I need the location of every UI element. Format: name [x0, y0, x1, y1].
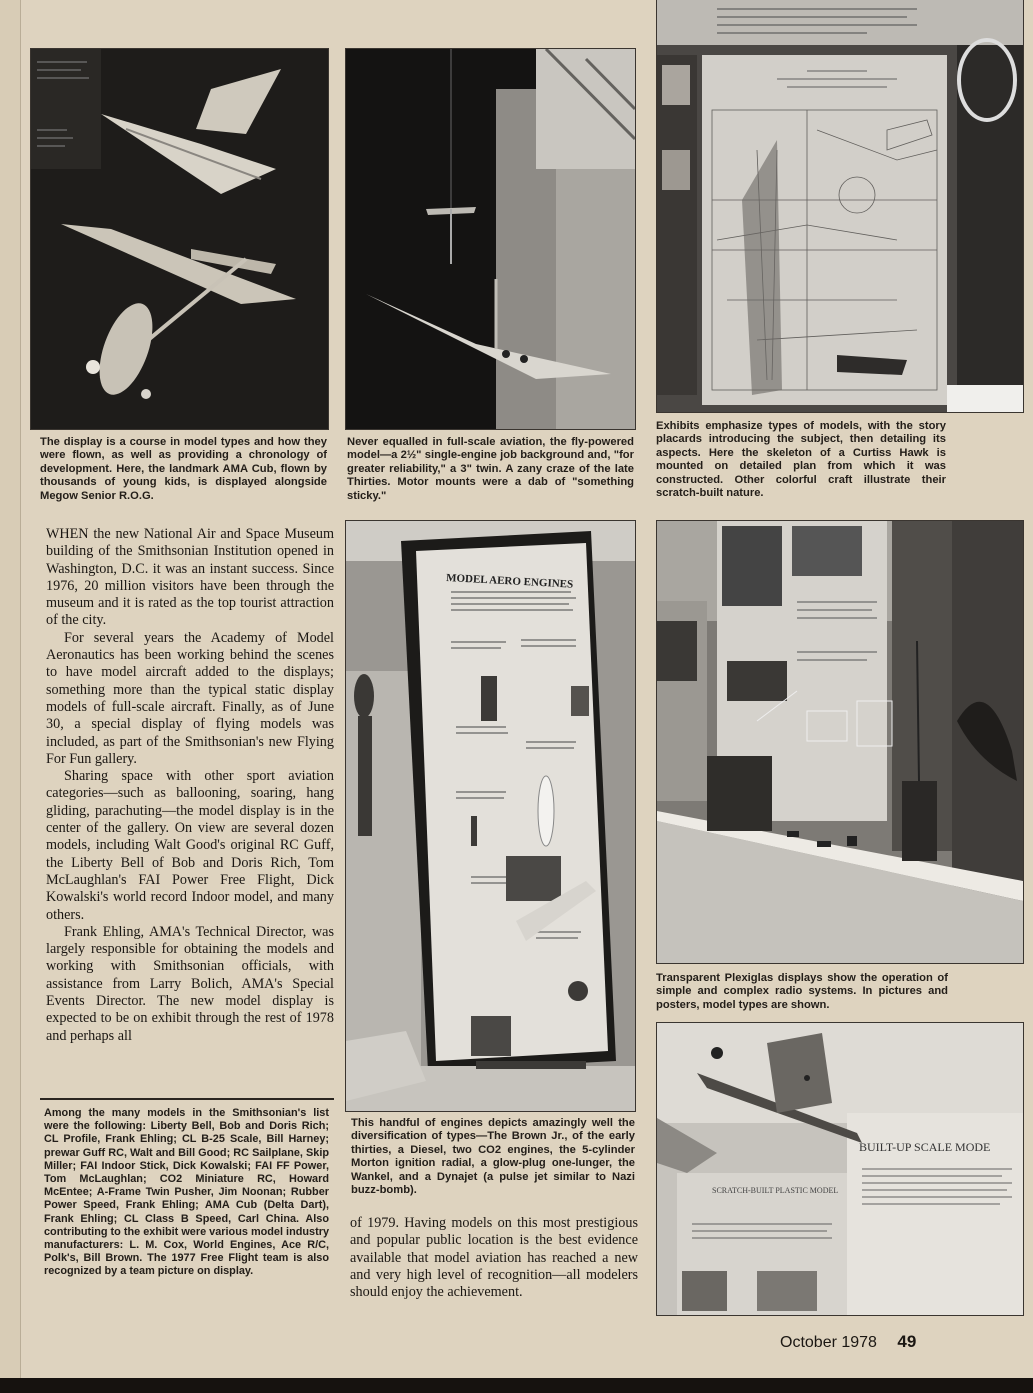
page-folio [780, 1332, 950, 1352]
article-paragraph: Frank Ehling, AMA's Technical Director, was largely responsible for obtaining the models and working with Smithsonian officials, with assistance from Larry Bolich, AMA's Special Events Director. The new model display is expected to be on exhibit through the rest of 1978 and perhaps all [46, 923, 334, 1044]
hanging-models-image [346, 49, 635, 429]
engines-display-image [346, 521, 635, 1111]
issue-date: October 1978 [780, 1334, 877, 1351]
built-up-scale-image [657, 1023, 1023, 1315]
photo-plexiglas-radio [656, 520, 1024, 964]
scale-panel-subtitle: SCRATCH-BUILT PLASTIC MODEL [712, 1186, 839, 1195]
caption-hanging-models: Never equalled in full-scale aviation, the fly-powered model—a 2½" single-engine job background and, "for greater reliability," a 3" twin. A zany craze of the late Thirties. Motor mounts were a dab of "something sticky." [347, 436, 634, 502]
plexiglas-radio-image [657, 521, 1023, 963]
curtiss-hawk-plan-image [657, 0, 1023, 412]
page-bottom-edge [0, 1378, 1033, 1393]
caption-models-list: Among the many models in the Smithsonian's list were the following: Liberty Bell, Bob and Doris Rich; CL Profile, Frank Ehling; CL B-25 Scale, Bill Harney; prewar Guff RC, Walt and Bill Good; RC Sailplane, Skip Miller; FAI Indoor Stick, Dick Kowalski; FAI FF Power, Tom McLaughlan; CO2 Miniature RC, Howard McEntee; A-Frame Twin Pusher, Jim Noonan; Rubber Power Speed, Frank Ehling; AMA Cub (Delta Dart), Frank Ehling; CL Class B Speed, Carl China. Also contributing to the exhibit were various model industry manufacturers: L. M. Cox, World Engines, Ace R/C, Polk's, Bill Brown. The 1977 Free Flight team is also recognized by a team picture on display. [44, 1107, 330, 1278]
photo-hanging-twin-model [345, 48, 636, 430]
photo-model-aero-engines [345, 520, 636, 1112]
column-rule [40, 1098, 334, 1100]
article-paragraph: Sharing space with other sport aviation categories—such as ballooning, soaring, hang gliding, parachuting—the model display is in the center of the gallery. On view are several dozen models, including Walt Good's original RC Guff, the Liberty Bell of Bob and Doris Rich, Tom McLaughlan's FAI Power Free Flight, Dick Kowalski's world record Indoor model, and many others. [46, 768, 334, 923]
article-paragraph: WHEN the new National Air and Space Museum building of the Smithsonian Institution opened in Washington, D.C. it was an instant success. Since 1976, 20 million visitors have been through the museum and it is rated as the top tourist attraction of the city. [46, 526, 334, 629]
article-paragraph: For several years the Academy of Model Aeronautics has been working behind the scenes to have model aircraft added to the displays; something more than the typical static display models of full-scale aircraft. Finally, as of June 30, a special display of flying models was included, as part of the Smithsonian's new Flying For Fun gallery. [46, 629, 334, 767]
scale-panel-title: BUILT-UP SCALE MODE [859, 1140, 991, 1154]
caption-exhibits: Exhibits emphasize types of models, with the story placards introducing the subject, then detailing its aspects. Here the skeleton of a Curtiss Hawk is mounted on detailed plan from which it was constructed. Other colorful craft illustrate their scratch-built nature. [656, 420, 946, 500]
photo-model-types-display [30, 48, 329, 430]
caption-model-types: The display is a course in model types and how they were flown, as well as providing a chronology of development. Here, the landmark AMA Cub, flown by thousands of young kids, is displayed alongside Megow Senior R.O.G. [40, 436, 327, 502]
article-paragraph: of 1979. Having models on this most prestigious and popular public location is the best evidence available that model aviation has reached a new and very high level of recognition—all modelers should enjoy the achievement. [350, 1215, 638, 1301]
caption-engines: This handful of engines depicts amazingly well the diversification of types—The Brown Jr., of the early thirties, a Diesel, two CO2 engines, the 5-cylinder Morton ignition radial, a glow-plug one-lunger, the Wankel, and a Dynajet (a pulse jet similar to Nazi buzz-bomb). [351, 1117, 635, 1197]
engines-panel-title: MODEL AERO ENGINES [445, 572, 574, 591]
page-number: 49 [897, 1332, 917, 1351]
model-gliders-image [31, 49, 328, 429]
article-body-left [46, 526, 334, 1045]
page-left-margin [0, 0, 21, 1393]
photo-curtiss-hawk-plan [656, 0, 1024, 413]
caption-plexiglas: Transparent Plexiglas displays show the operation of simple and complex radio systems. In pictures and posters, model types are shown. [656, 972, 948, 1011]
photo-built-up-scale [656, 1022, 1024, 1316]
article-body-continued [350, 1215, 638, 1301]
